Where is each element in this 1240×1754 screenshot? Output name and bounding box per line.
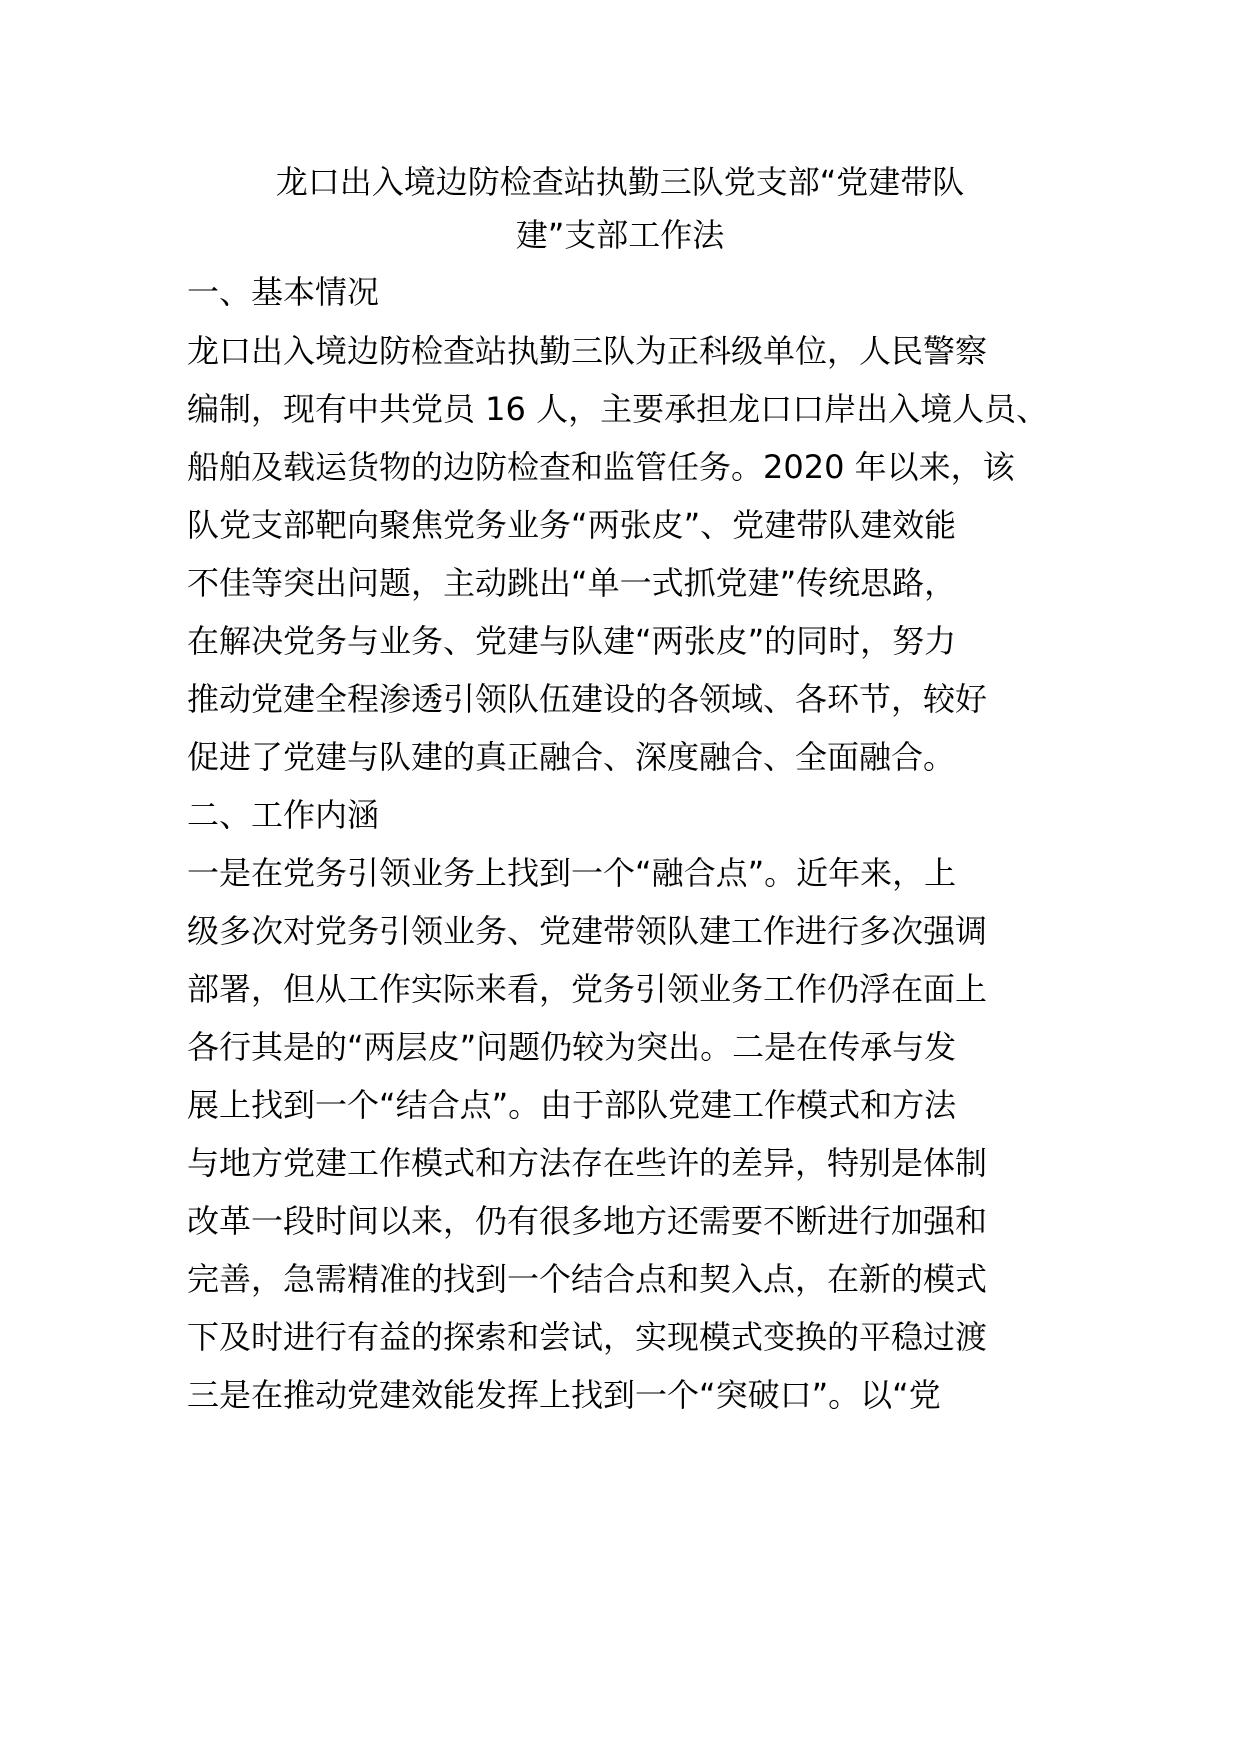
paragraph-line: 展上找到一个“结合点”。由于部队党建工作模式和方法: [187, 1086, 957, 1124]
section-heading-basic-situation: 一、基本情况: [187, 273, 380, 311]
document-title-line-1: 龙口出入境边防检查站执勤三队党支部“党建带队: [275, 163, 965, 201]
paragraph-line: 部署，但从工作实际来看，党务引领业务工作仍浮在面上: [187, 970, 988, 1008]
paragraph-line: 龙口出入境边防检查站执勤三队为正科级单位，人民警察: [187, 332, 988, 370]
paragraph-line: 一是在党务引领业务上找到一个“融合点”。近年来，上: [187, 854, 957, 892]
paragraph-line: 船舶及载运货物的边防检查和监管任务。2020 年以来，该: [187, 448, 1015, 486]
paragraph-line: 各行其是的“两层皮”问题仍较为突出。二是在传承与发: [187, 1028, 957, 1066]
paragraph-line: 不佳等突出问题，主动跳出“单一式抓党建”传统思路，: [187, 564, 957, 602]
paragraph-line: 与地方党建工作模式和方法存在些许的差异，特别是体制: [187, 1144, 988, 1182]
paragraph-line: 三是在推动党建效能发挥上找到一个“突破口”。以“党: [187, 1376, 941, 1414]
paragraph-line: 级多次对党务引领业务、党建带领队建工作进行多次强调: [187, 912, 988, 950]
paragraph-line: 队党支部靶向聚焦党务业务“两张皮”、党建带队建效能: [187, 506, 957, 544]
paragraph-line: 编制，现有中共党员 16 人，主要承担龙口口岸出入境人员、: [187, 390, 1049, 428]
section-heading-work-connotation: 二、工作内涵: [187, 796, 380, 834]
paragraph-line: 促进了党建与队建的真正融合、深度融合、全面融合。: [187, 738, 956, 776]
paragraph-line: 下及时进行有益的探索和尝试，实现模式变换的平稳过渡: [187, 1318, 988, 1356]
document-title-line-2: 建”支部工作法: [515, 216, 725, 254]
paragraph-line: 在解决党务与业务、党建与队建“两张皮”的同时，努力: [187, 622, 957, 660]
paragraph-line: 推动党建全程渗透引领队伍建设的各领域、各环节，较好: [187, 680, 988, 718]
paragraph-line: 完善，急需精准的找到一个结合点和契入点，在新的模式: [187, 1260, 988, 1298]
paragraph-line: 改革一段时间以来，仍有很多地方还需要不断进行加强和: [187, 1202, 988, 1240]
